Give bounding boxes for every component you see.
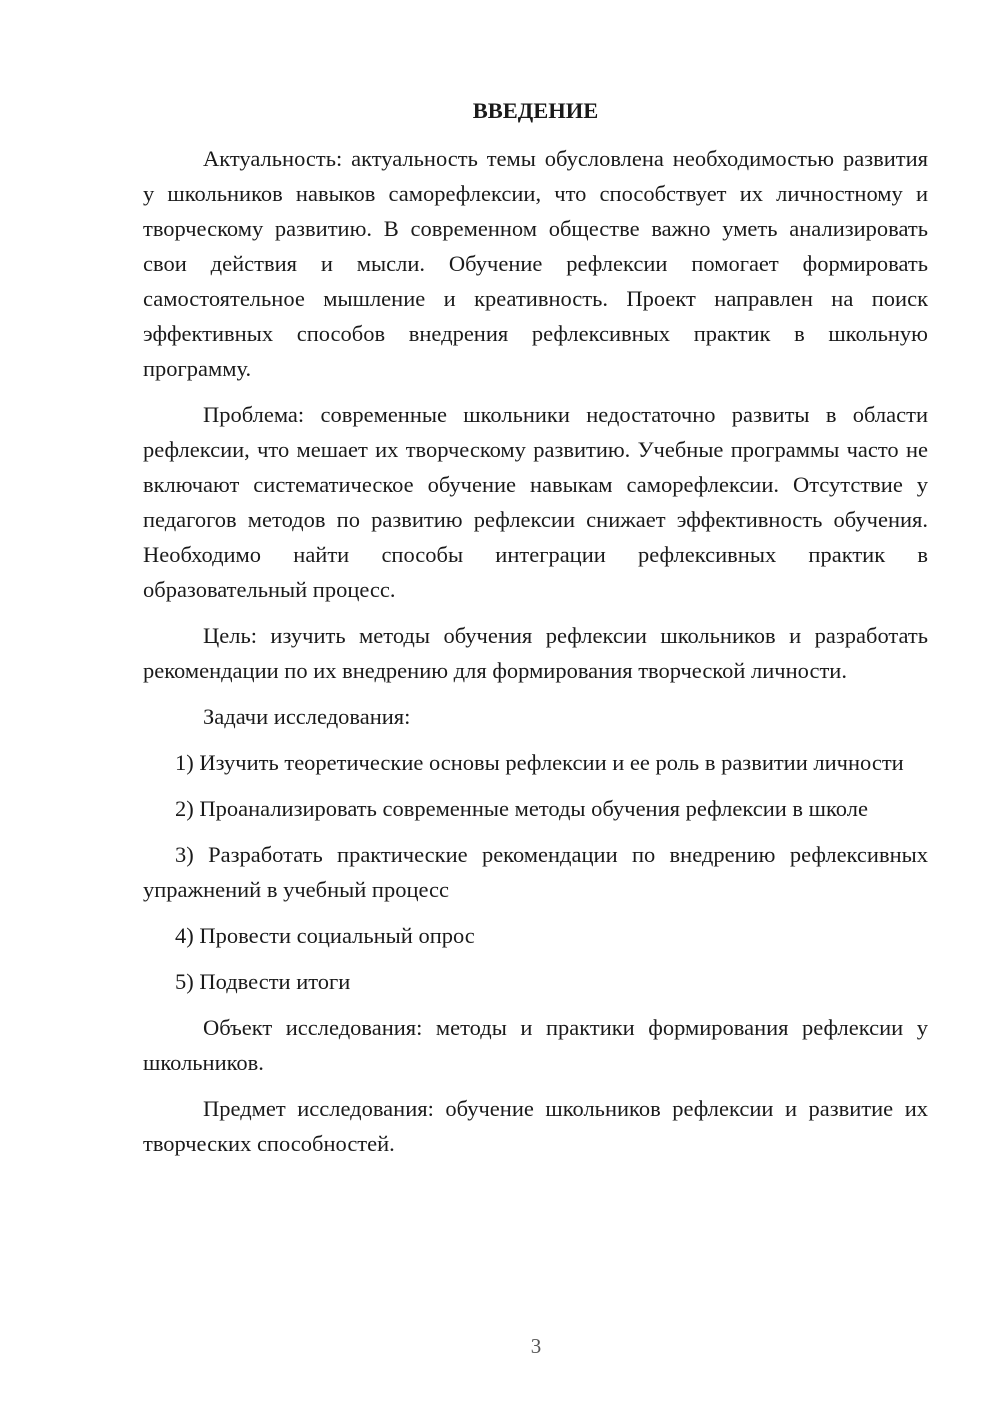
goal-paragraph: Цель: изучить методы обучения рефлексии школьников и разработать рекомендации по их внедрению для формирования творческой личности. [143,623,928,683]
task-item: 1) Изучить теоретические основы рефлексии и ее роль в развитии личности [175,750,904,775]
task-item: 5) Подвести итоги [175,969,351,994]
page-number: 3 [530,1334,542,1358]
object-paragraph: Объект исследования: методы и практики формирования рефлексии у школьников. [143,1015,928,1075]
task-item: 4) Провести социальный опрос [175,923,475,948]
subject-paragraph: Предмет исследования: обучение школьников рефлексии и развитие их творческих способностей. [143,1096,928,1156]
task-item: 3) Разработать практические рекомендации по внедрению рефлексивных упражнений в учебный процесс [143,842,928,902]
relevance-paragraph: Актуальность: актуальность темы обусловлена необходимостью развития у школьников навыков саморефлексии, что способствует их личностному и творческому развитию. В современном обществе важно уметь анализировать свои действия и мысли. Обучение рефлексии помогает формировать самостоятельное мышление и креативность. Проект направлен на поиск эффективных способов внедрения рефлексивных практик в школьную программу. [143,146,928,381]
problem-paragraph: Проблема: современные школьники недостаточно развиты в области рефлексии, что мешает их творческому развитию. Учебные программы часто не включают систематическое обучение навыкам саморефлексии. Отсутствие у педагогов методов по развитию рефлексии снижает эффективность обучения. Необходимо найти способы интеграции рефлексивных практик в образовательный процесс. [143,402,928,602]
tasks-heading: Задачи исследования: [203,704,411,729]
page-title: ВВЕДЕНИЕ [472,98,599,123]
page-content [143,96,928,1161]
task-item: 2) Проанализировать современные методы обучения рефлексии в школе [175,796,868,821]
